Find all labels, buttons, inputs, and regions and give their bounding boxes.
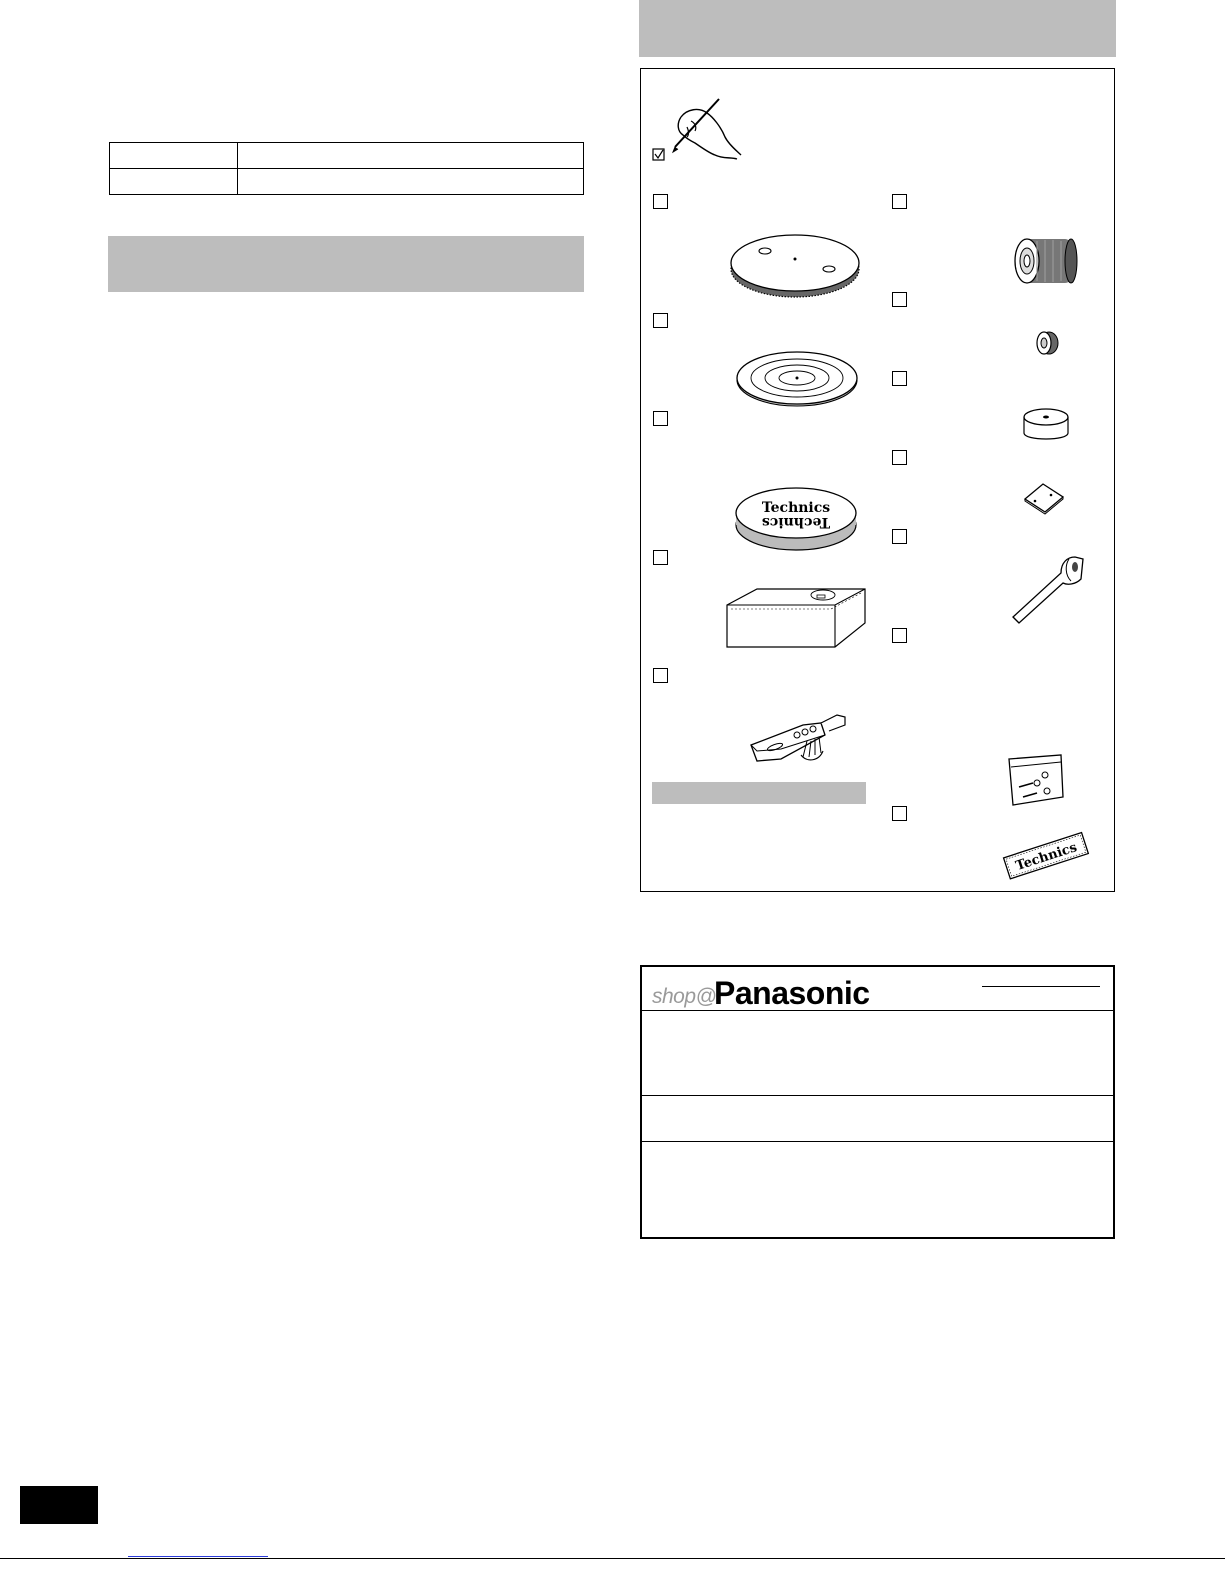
- model-number-table: [109, 142, 584, 195]
- checkbox-overhang-gauge[interactable]: [892, 450, 907, 465]
- page-number-tab: [20, 1486, 98, 1524]
- checkbox-balance-weight[interactable]: [892, 194, 907, 209]
- auxiliary-weight-icon: [1034, 329, 1060, 357]
- turntable-mat-icon: [735, 347, 859, 409]
- checkbox-turntable-platter[interactable]: [653, 194, 668, 209]
- nameplate-icon: [997, 827, 1093, 885]
- checkbox-auxiliary-weight[interactable]: [892, 292, 907, 307]
- dust-cover-icon: [723, 583, 869, 653]
- shop-divider: [642, 1095, 1113, 1096]
- shop-prefix-text: shop@: [652, 985, 717, 1008]
- checkbox-nameplate[interactable]: [892, 806, 907, 821]
- balance-weight-icon: [1011, 233, 1079, 289]
- table-cell: [238, 143, 584, 169]
- arm-rest-icon: [1009, 555, 1085, 625]
- header-rule: [982, 986, 1100, 987]
- checkbox-slip-mat[interactable]: [653, 411, 668, 426]
- checkbox-turntable-mat[interactable]: [653, 313, 668, 328]
- table-row: [110, 143, 584, 169]
- screw-packet-icon: [1005, 753, 1067, 809]
- slip-mat-logo-text: Technics: [761, 500, 831, 516]
- table-row: [110, 169, 584, 195]
- overhang-gauge-icon: [1021, 481, 1067, 515]
- turntable-platter-icon: [729, 229, 861, 301]
- checkbox-headshell[interactable]: [653, 668, 668, 683]
- checkbox-arm-rest[interactable]: [892, 529, 907, 544]
- slip-mat-icon: [733, 485, 859, 553]
- accessories-section-header: [639, 0, 1116, 57]
- panasonic-brand-text: Panasonic: [714, 975, 870, 1011]
- checkbox-cartridge-screws[interactable]: [892, 628, 907, 643]
- shop-divider: [642, 1141, 1113, 1142]
- accessories-checklist-box: [640, 68, 1115, 892]
- checkbox-dust-cover[interactable]: [653, 550, 668, 565]
- shop-panasonic-box: [640, 965, 1115, 1239]
- ep-adaptor-icon: [1021, 405, 1071, 445]
- footer-rule: [0, 1558, 1225, 1559]
- note-gray-bar: [652, 782, 866, 804]
- hand-writing-check-icon: [651, 97, 743, 167]
- nameplate-logo-text: Technics: [1013, 840, 1079, 875]
- footer-link-underline[interactable]: [128, 1556, 268, 1557]
- table-cell: [238, 169, 584, 195]
- shop-panasonic-logo[interactable]: [650, 975, 920, 1009]
- table-cell: [110, 143, 238, 169]
- table-cell: [110, 169, 238, 195]
- shop-divider: [642, 1010, 1113, 1011]
- headshell-icon: [745, 705, 855, 769]
- checkbox-ep-adaptor[interactable]: [892, 371, 907, 386]
- left-section-header: [108, 236, 584, 292]
- slip-mat-logo-text-inverted: Technics: [761, 514, 831, 530]
